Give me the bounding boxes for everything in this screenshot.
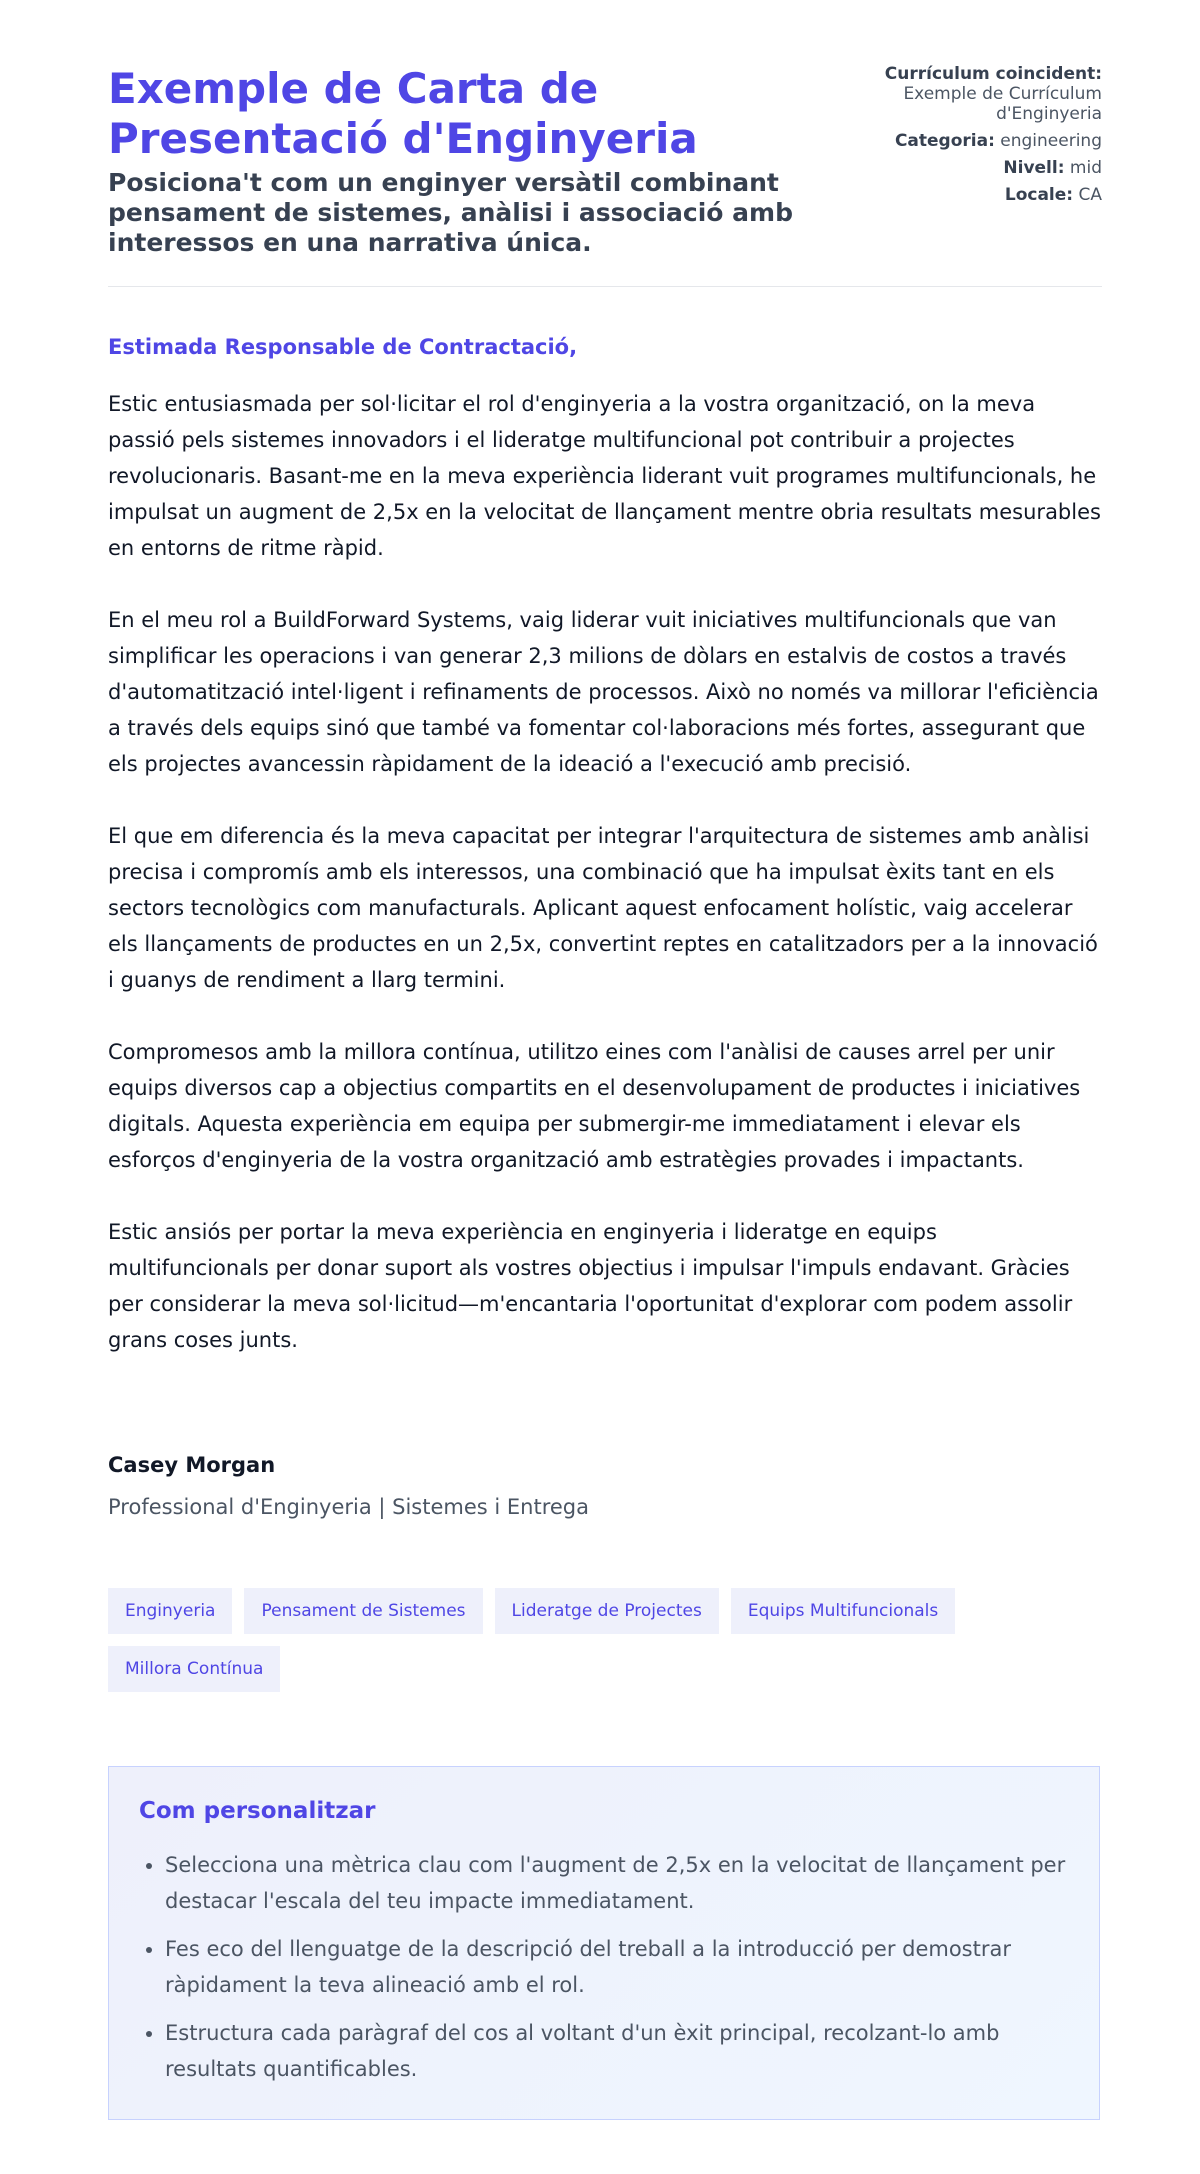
tip-item: • Fes eco del llenguatge de la descripció del treball a la introducció per demostrar ràpidament la teva alineació amb el rol. (165, 1931, 1069, 2003)
tip-item: • Selecciona una mètrica clau com l'augment de 2,5x en la velocitat de llançament per destacar l'escala del teu impacte immediatament. (165, 1847, 1069, 1919)
letter-paragraph: El que em diferencia és la meva capacitat per integrar l'arquitectura de sistemes amb anàlisi precisa i compromís amb els interessos, una combinació que ha impulsat èxits tant en els sectors tecnològics com manufacturals. Aplicant aquest enfocament holístic, vaig accelerar els llançaments de productes en un 2,5x, convertint reptes en catalitzadors per a la innovació i guanys de rendiment a llarg termini. (108, 824, 1098, 992)
header (108, 64, 1102, 258)
tag-chip: Lideratge de Projectes (495, 1588, 719, 1634)
meta-locale (878, 185, 1102, 205)
tag-list (108, 1588, 1102, 1692)
meta-resume-value: Exemple de Currículum d'Enginyeria (903, 84, 1102, 124)
tag-chip: Pensament de Sistemes (244, 1588, 482, 1634)
meta-locale-label: Locale: (1004, 185, 1074, 205)
letter-body (108, 332, 1102, 1394)
meta-locale-value: CA (1078, 185, 1102, 205)
tag-chip: Enginyeria (108, 1588, 232, 1634)
tips-list (139, 1847, 1069, 2087)
meta-resume-label: Currículum coincident: (884, 64, 1102, 84)
letter-paragraph: Estic ansiós per portar la meva experiència en enginyeria i lideratge en equips multifuncionals per donar suport als vostres objectius i impulsar l'impuls endavant. Gràcies per considerar la meva sol·licitud—m'encantaria l'oportunitat d'explorar com podem assolir grans coses junts. (108, 1220, 1073, 1352)
page-title: Exemple de Carta de Presentació d'Enginyeria (108, 64, 698, 163)
tip-item: • Estructura cada paràgraf del cos al voltant d'un èxit principal, recolzant-lo amb resultats quantificables. (165, 2015, 1069, 2087)
salutation: Estimada Responsable de Contractació, (108, 335, 578, 359)
tips-title: Com personalitzar (139, 1798, 376, 1824)
page-subtitle: Posiciona't com un enginyer versàtil combinant pensament de sistemes, anàlisi i associació amb interessos en una narrativa única. (108, 168, 793, 257)
meta-category (878, 131, 1102, 151)
signature-block (108, 1450, 1102, 1522)
personalize-tips-box (108, 1766, 1100, 2120)
signature-role: Professional d'Enginyeria | Sistemes i Entrega (108, 1495, 590, 1519)
letter-paragraph: En el meu rol a BuildForward Systems, vaig liderar vuit iniciatives multifuncionals que van simplificar les operacions i van generar 2,3 milions de dòlars en estalvis de costos a través d'automatització intel·ligent i refinaments de processos. Això no només va millorar l'eficiència a través dels equips sinó que també va fomentar col·laboracions més fortes, assegurant que els projectes avancessin ràpidament de la ideació a l'execució amb precisió. (108, 608, 1099, 776)
meta-info (878, 64, 1102, 212)
meta-level-value: mid (1069, 158, 1102, 178)
meta-category-label: Categoria: (894, 131, 995, 151)
header-main (108, 64, 878, 258)
meta-resume (878, 64, 1102, 124)
tag-chip: Millora Contínua (108, 1646, 280, 1692)
meta-level (878, 158, 1102, 178)
letter-paragraph: Compromesos amb la millora contínua, utilitzo eines com l'anàlisi de causes arrel per unir equips diversos cap a objectius compartits en el desenvolupament de productes i iniciatives digitals. Aquesta experiència em equipa per submergir-me immediatament i elevar els esforços d'enginyeria de la vostra organització amb estratègies provades i impactants. (108, 1040, 1081, 1172)
meta-category-value: engineering (1000, 131, 1102, 151)
letter-paragraph: Estic entusiasmada per sol·licitar el rol d'enginyeria a la vostra organització, on la meva passió pels sistemes innovadors i el lideratge multifuncional pot contribuir a projectes revolucionaris. Basant-me en la meva experiència liderant vuit programes multifuncionals, he impulsat un augment de 2,5x en la velocitat de llançament mentre obria resultats mesurables en entorns de ritme ràpid. (108, 392, 1101, 560)
meta-level-label: Nivell: (1003, 158, 1065, 178)
signature-name: Casey Morgan (108, 1453, 276, 1477)
header-divider (108, 286, 1102, 287)
tag-chip: Equips Multifuncionals (731, 1588, 955, 1634)
